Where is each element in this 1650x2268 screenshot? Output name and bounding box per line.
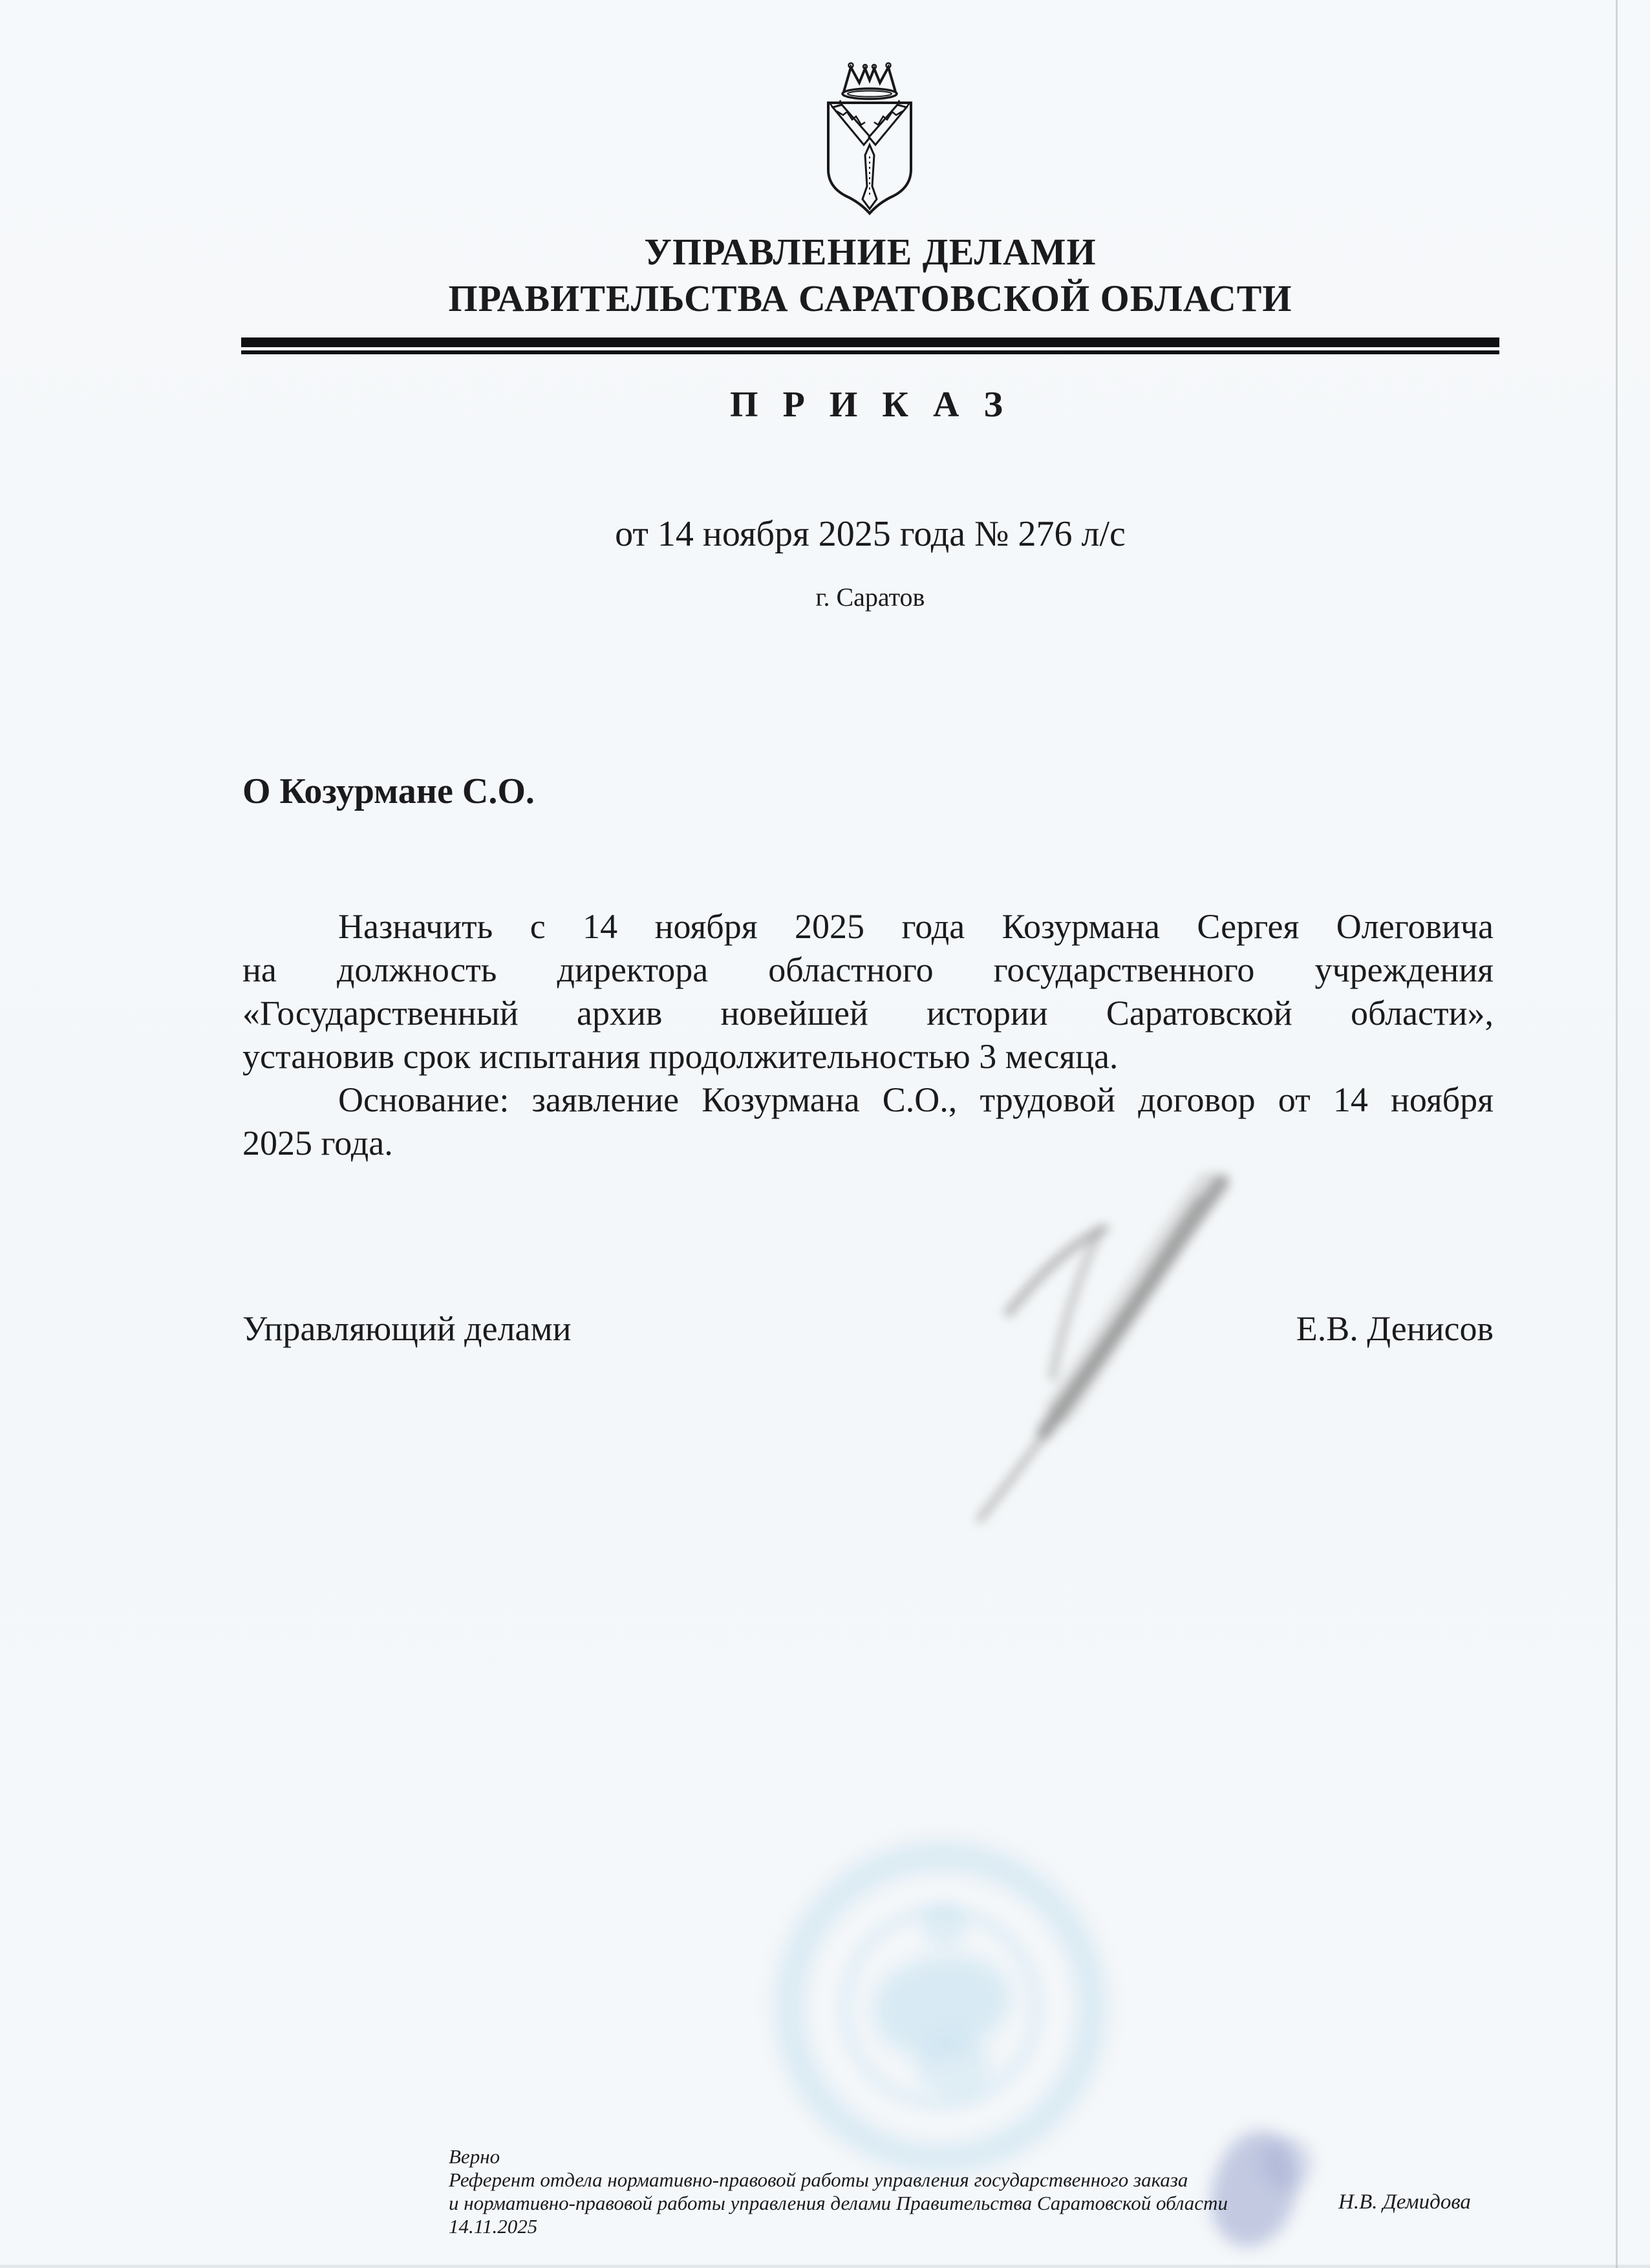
org-name: [241, 229, 1499, 322]
org-name-line2: ПРАВИТЕЛЬСТВА САРАТОВСКОЙ ОБЛАСТИ: [448, 277, 1292, 319]
certifier-position-line1: Референт отдела нормативно-правовой работы управления государственного заказа: [449, 2168, 1188, 2191]
paragraph-appointment: [242, 905, 1494, 1078]
body-line: на должность директора областного государственного учреждения: [242, 950, 1494, 989]
rule-thin-line: [241, 350, 1499, 354]
stamp-outer-ring: [776, 1843, 1106, 2172]
certifier-name: Н.В. Демидова: [1338, 2190, 1471, 2214]
body-line: 2025 года.: [242, 1124, 393, 1162]
body-line: «Государственный архив новейшей истории Саратовской области»,: [242, 994, 1494, 1032]
org-name-line1: УПРАВЛЕНИЕ ДЕЛАМИ: [644, 231, 1097, 273]
document-type-title: П Р И К А З: [730, 385, 1011, 425]
certification-verno: Верно: [449, 2145, 500, 2168]
body-line: Основание: заявление Козурмана С.О., трудовой договор от 14 ноября: [338, 1080, 1494, 1119]
header-double-rule: [241, 337, 1499, 354]
stamp-center-emblem: [863, 1940, 1022, 2068]
signature-row: [242, 1307, 1494, 1351]
paper-edge: [0, 2265, 1650, 2268]
date-and-number-line: от 14 ноября 2025 года № 276 л/с: [615, 514, 1126, 554]
stamp-center-emblem: [921, 1904, 967, 1949]
saratov-coat-of-arms-icon: [822, 59, 917, 217]
place-line: г. Саратов: [815, 583, 925, 612]
certifier-position-line2: и нормативно-правовой работы управления делами Правительства Саратовской области: [449, 2192, 1228, 2214]
signer-name: Е.В. Денисов: [1296, 1309, 1494, 1348]
paragraph-basis: [242, 1078, 1494, 1165]
signer-title: Управляющий делами: [242, 1309, 572, 1348]
body-line: установив срок испытания продолжительностью 3 месяца.: [242, 1037, 1119, 1076]
body-text: [242, 905, 1494, 1165]
body-line: Назначить с 14 ноября 2025 года Козурмана Сергея Олеговича: [338, 907, 1494, 946]
subject-line: О Козурмане С.О.: [242, 771, 535, 811]
ink-smudge-blob: [1261, 2137, 1313, 2189]
certification-block: [449, 2145, 1228, 2238]
stamp-inner-ring: [839, 1906, 1042, 2109]
certification-date: 14.11.2025: [449, 2215, 538, 2238]
rule-thick-line: [241, 337, 1499, 347]
paper-edge: [1616, 0, 1618, 2268]
round-stamp-imprint: [776, 1843, 1106, 2172]
stamp-center-emblem: [915, 2037, 992, 2098]
